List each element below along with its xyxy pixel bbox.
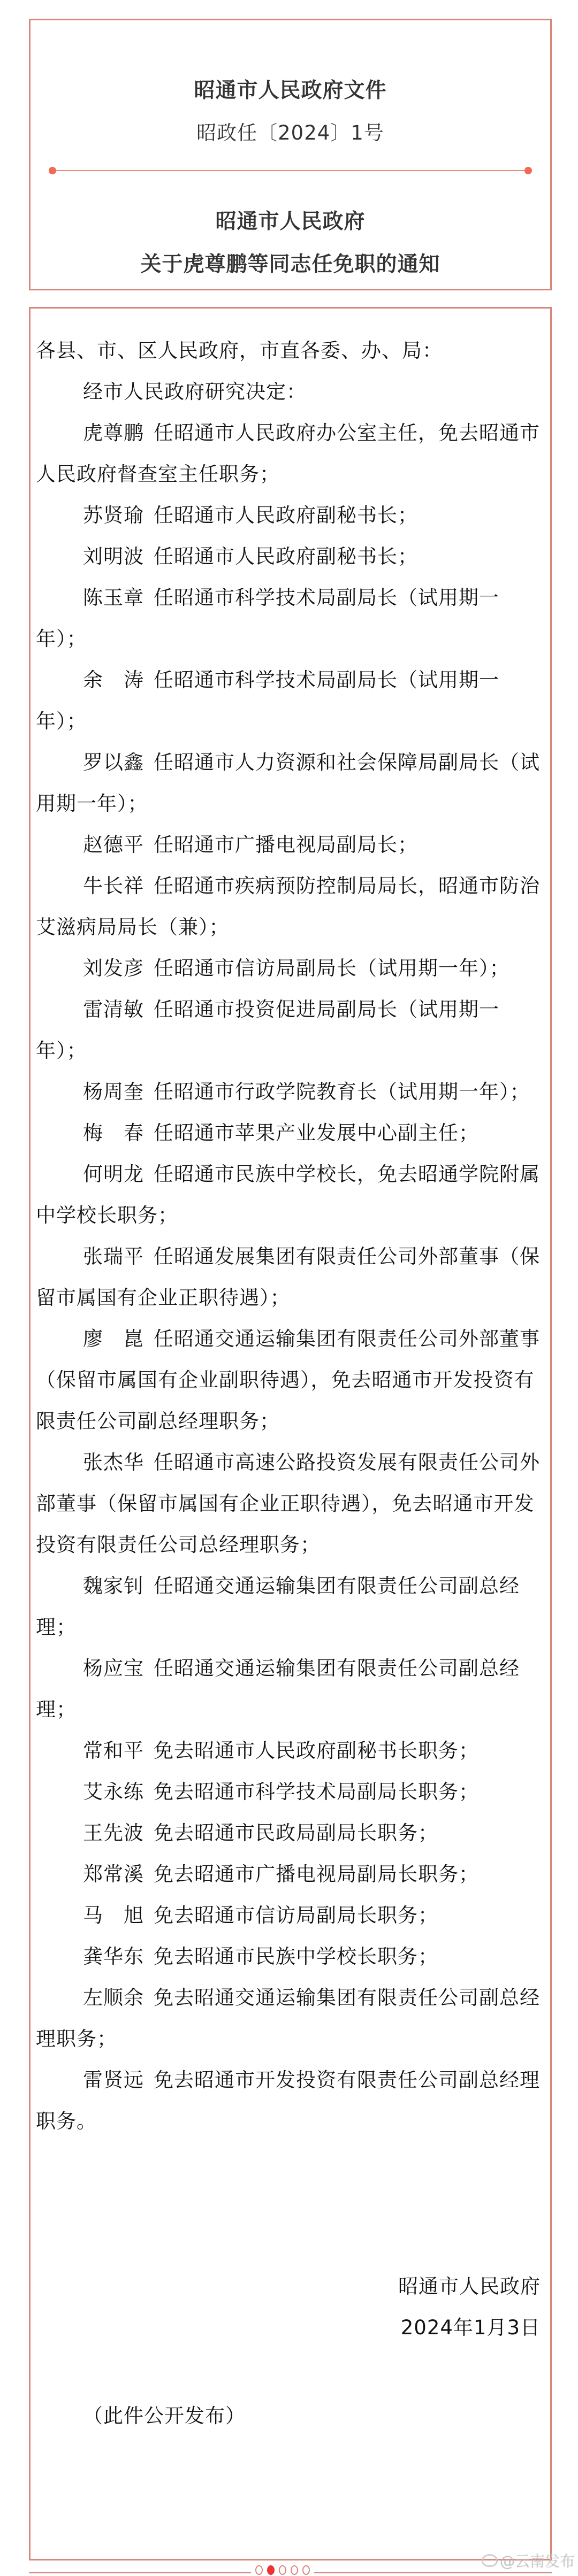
- appointment-item: [36, 1565, 546, 1648]
- appointment-item: [36, 412, 546, 495]
- person-name: 魏家钊: [83, 1574, 144, 1597]
- person-name: 张瑞平: [83, 1245, 144, 1268]
- appointment-text: 任昭通市投资促进局副局长（试用期一年）；: [36, 998, 499, 1062]
- person-name: 龚华东: [83, 1945, 144, 1968]
- page-dot-icon: [279, 2565, 286, 2575]
- appointment-text: 任昭通市民族中学校长，免去昭通学院附属中学校长职务；: [36, 1163, 540, 1227]
- person-name: 陈玉章: [83, 586, 144, 609]
- person-name: 赵德平: [83, 833, 144, 856]
- person-name: 罗以鑫: [83, 751, 144, 774]
- appointment-text: 任昭通市人力资源和社会保障局副局长（试用期一年）；: [36, 751, 540, 815]
- page-dot-active-icon: [267, 2565, 275, 2575]
- person-name: 雷清敏: [83, 998, 144, 1021]
- appointment-item: [36, 989, 546, 1071]
- person-name: 杨周奎: [83, 1080, 144, 1103]
- divider-dot-right-icon: [524, 167, 532, 174]
- document-issuer: 昭通市人民政府文件: [194, 79, 387, 103]
- appointment-item: [36, 1112, 546, 1154]
- dismissal-item: [36, 1977, 546, 2059]
- dismissal-item: [36, 1812, 546, 1854]
- person-name: 虎尊鹏: [83, 421, 144, 444]
- appointment-text: 任昭通市疾病预防控制局局长，昭通市防治艾滋病局局长（兼）；: [36, 874, 540, 939]
- notice-title: 关于虎尊鹏等同志任免职的通知: [140, 252, 440, 276]
- dismissal-text: 免去昭通市开发投资有限责任公司副总经理职务。: [36, 2069, 540, 2133]
- signature-org: 昭通市人民政府: [398, 2275, 541, 2298]
- dismissal-item: [36, 2059, 546, 2142]
- appointment-text: 任昭通市人民政府副秘书长；: [154, 545, 418, 568]
- person-name: 廖 崑: [83, 1327, 144, 1350]
- watermark-text: @云南发布: [499, 2552, 575, 2570]
- dismissal-text: 免去昭通市广播电视局副局长职务；: [154, 1863, 479, 1886]
- person-name: 张杰华: [83, 1451, 144, 1474]
- watermark: [482, 2550, 575, 2571]
- appointment-item: [36, 1318, 546, 1442]
- appointment-text: 任昭通市广播电视局副局长；: [154, 833, 418, 856]
- appointment-item: [36, 1442, 546, 1565]
- dismissal-text: 免去昭通市民政局副局长职务；: [154, 1821, 438, 1844]
- appointment-item: [36, 824, 546, 865]
- person-name: 梅 春: [83, 1121, 144, 1144]
- signature-block: [398, 2266, 541, 2348]
- divider-dot-left-icon: [49, 167, 56, 174]
- appointment-item: [36, 1071, 546, 1112]
- bottom-decoration: [29, 2572, 552, 2573]
- dismissal-item: [36, 1895, 546, 1936]
- dismissal-text: 免去昭通市科学技术局副局长职务；: [154, 1780, 479, 1803]
- person-name: 余 涛: [83, 668, 144, 691]
- dismissal-text: 免去昭通交通运输集团有限责任公司副总经理职务；: [36, 1986, 540, 2050]
- appointment-item: [36, 1154, 546, 1236]
- appointment-text: 任昭通市高速公路投资发展有限责任公司外部董事（保留市属国有企业正职待遇），免去昭通市开发投资有限责任公司总经理职务；: [36, 1451, 540, 1556]
- salutation: 各县、市、区人民政府，市直各委、办、局：: [36, 339, 443, 362]
- dismissal-text: 免去昭通市民族中学校长职务；: [154, 1945, 438, 1968]
- person-name: 牛长祥: [83, 874, 144, 897]
- person-name: 常和平: [83, 1739, 144, 1762]
- person-name: 王先波: [83, 1821, 144, 1844]
- appointment-item: [36, 659, 546, 742]
- appointment-item: [36, 865, 546, 948]
- appointment-text: 任昭通交通运输集团有限责任公司外部董事（保留市属国有企业副职待遇），免去昭通市开发投资有限责任公司副总经理职务；: [36, 1327, 540, 1433]
- appointment-item: [36, 495, 546, 536]
- public-release-note: （此件公开发布）: [83, 2404, 246, 2427]
- dismissal-text: 免去昭通市人民政府副秘书长职务；: [154, 1739, 479, 1762]
- appointment-text: 任昭通市科学技术局副局长（试用期一年）；: [36, 586, 499, 650]
- person-name: 刘发彦: [83, 957, 144, 980]
- appointment-item: [36, 742, 546, 824]
- dismissal-item: [36, 1730, 546, 1771]
- dismissal-item: [36, 1936, 546, 1977]
- body-text: [36, 330, 546, 2142]
- weibo-icon: [482, 2554, 498, 2567]
- appointment-item: [36, 577, 546, 659]
- person-name: 艾永练: [83, 1780, 144, 1803]
- person-name: 苏贤瑜: [83, 504, 144, 527]
- page-dot-icon: [291, 2565, 298, 2575]
- page-dot-icon: [302, 2565, 310, 2575]
- document-header: [29, 19, 552, 290]
- person-name: 刘明波: [83, 545, 144, 568]
- person-name: 杨应宝: [83, 1657, 144, 1680]
- appointment-text: 任昭通市苹果产业发展中心副主任；: [154, 1121, 479, 1144]
- person-name: 左顺余: [83, 1986, 144, 2009]
- person-name: 何明龙: [83, 1163, 144, 1186]
- dismissal-text: 免去昭通市信访局副局长职务；: [154, 1904, 438, 1927]
- appointment-text: 任昭通市行政学院教育长（试用期一年）；: [154, 1080, 530, 1103]
- intro: 经市人民政府研究决定：: [83, 380, 307, 403]
- page-indicator: [251, 2565, 314, 2575]
- dismissal-item: [36, 1854, 546, 1895]
- appointment-text: 任昭通市人民政府副秘书长；: [154, 504, 418, 527]
- header-divider: [51, 170, 530, 171]
- appointment-text: 任昭通交通运输集团有限责任公司副总经理；: [36, 1657, 520, 1721]
- appointment-item: [36, 1236, 546, 1318]
- appointment-item: [36, 536, 546, 577]
- appointment-text: 任昭通市科学技术局副局长（试用期一年）；: [36, 668, 499, 733]
- signature-date: 2024年1月3日: [400, 2316, 541, 2339]
- person-name: 郑常溪: [83, 1863, 144, 1886]
- page-dot-icon: [255, 2565, 263, 2575]
- document-body: [29, 307, 552, 2560]
- person-name: 马 旭: [83, 1904, 144, 1927]
- notice-organization: 昭通市人民政府: [215, 210, 366, 234]
- appointment-item: [36, 1648, 546, 1730]
- appointment-text: 任昭通发展集团有限责任公司外部董事（保留市属国有企业正职待遇）；: [36, 1245, 540, 1309]
- appointment-item: [36, 948, 546, 989]
- dismissal-item: [36, 1771, 546, 1812]
- document-number: 昭政任〔2024〕1号: [196, 121, 384, 144]
- person-name: 雷贤远: [83, 2069, 144, 2091]
- appointment-text: 任昭通市人民政府办公室主任，免去昭通市人民政府督查室主任职务；: [36, 421, 540, 486]
- appointment-text: 任昭通交通运输集团有限责任公司副总经理；: [36, 1574, 520, 1639]
- appointment-text: 任昭通市信访局副局长（试用期一年）；: [154, 957, 510, 980]
